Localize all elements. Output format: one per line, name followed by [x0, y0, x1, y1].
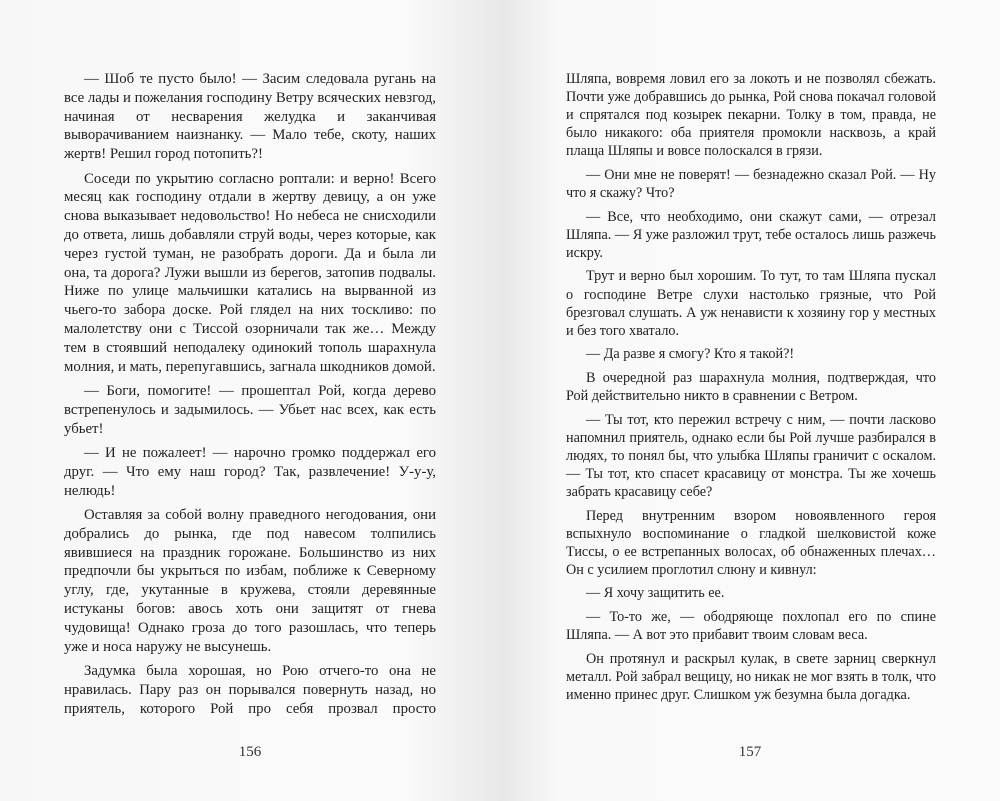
paragraph: Оставляя за собой волну праведного негодования, они добрались до рынка, где под навесом толпились явившиеся на праздник горожане. Большинство из них предпочли бы укрыться по избам, поближе к Северному углу, где, укутанные в кружева, стояли деревянные истуканы богов: авось хоть они защитят от гнева чудовища! Однако гроза до того разошлась, что теперь уже и носа наружу не высунешь.: [64, 506, 436, 655]
paragraph: — Боги, помогите! — прошептал Рой, когда дерево встрепенулось и задымилось. — Убьет нас всех, как есть убьет!: [64, 383, 436, 437]
paragraph: — Они мне не поверят! — безнадежно сказал Рой. — Ну что я скажу? Что?: [566, 166, 936, 202]
page-number: 156: [238, 744, 262, 760]
paragraph: В очередной раз шарахнула молния, подтверждая, что Рой действительно никто в сравнении с Ветром.: [566, 369, 936, 404]
left-page-text: [64, 70, 436, 724]
paragraph: Трут и верно был хорошим. То тут, то там Шляпа пускал о господине Ветре слухи настолько грязные, что Рой брезговал слушать. А уж ненависти к хозяину гор у местных и без того хватало.: [566, 268, 936, 339]
paragraph: Перед внутренним взором новоявленного героя вспыхнуло воспоминание о гладкой шелковистой коже Тиссы, о ее встрепанных волосах, об обнаженных плечах… Он с усилием проглотил слюну и кивнул:: [566, 507, 936, 578]
paragraph: — Шоб те пусто было! — Засим следовала ругань на все лады и пожелания господину Ветру всяческих невзгод, начиная от несварения желудка и заканчивая выворачиванием наизнанку. — Мало тебе, скоту, наших жертв! Решил город потопить?!: [64, 71, 436, 163]
paragraph-continuation: Шляпа, вовремя ловил его за локоть и не позволял сбежать. Почти уже добравшись до рынка, Рой снова покачал головой и спрятался под козырек пекарни. Толку в том, правда, не было никакого: оба приятеля промокли насквозь, а край плаща Шляпы и вовсе полоскался в грязи.: [566, 71, 936, 160]
paragraph: Он протянул и раскрыл кулак, в свете зарниц сверкнул металл. Рой забрал вещицу, но никак не мог взять в толк, что именно принес друг. Слишком уж безумна была догадка.: [566, 650, 936, 703]
paragraph: — То-то же, — ободряюще похлопал его по спине Шляпа. — А вот это прибавит твоим словам веса.: [566, 609, 936, 644]
page-number: 157: [738, 744, 762, 760]
paragraph: — Да разве я смогу? Кто я такой?!: [586, 346, 795, 363]
paragraph: — И не пожалеет! — нарочно громко поддержал его друг. — Что ему наш город? Так, развлечение! У-у-у, нелюдь!: [64, 444, 436, 499]
paragraph: Соседи по укрытию согласно роптали: и верно! Всего месяц как господину отдали в жертву девицу, а он уже снова выказывает недовольство! Но небеса не снисходили до ответа, лишь добавляли струй воды, через которые, как через густой туман, не разобрать дороги. Да и была ли она, та дорога? Лужи вышли из берегов, затопив подвалы. Ниже по улице мальчишки катались на вырванной из чьего-то забора доске. Рой глядел на них тоскливо: по малолетству они с Тиссой озорничали так же… Между тем в стоявший неподалеку одинокий тополь шарахнула молния, и мать, перепугавшись, загнала шкодников домой.: [64, 170, 436, 375]
paragraph: — Ты тот, кто пережил встречу с ним, — почти ласково напомнил приятель, однако если бы Рой лучше разбирался в людях, то понял бы, что улыбка Шляпы граничит с оскалом. — Ты тот, кто спасет красавицу от монстра. Ты же хочешь забрать красавицу себе?: [566, 411, 936, 500]
right-page: [500, 0, 1000, 801]
right-page-text: [566, 70, 936, 710]
paragraph: — Все, что необходимо, они скажут сами, — отрезал Шляпа. — Я уже разложил трут, тебе осталось лишь разжечь искру.: [566, 208, 936, 261]
paragraph: — Я хочу защитить ее.: [586, 585, 725, 602]
paragraph: Задумка была хорошая, но Рою отчего-то она не нравилась. Пару раз он порывался повернуть назад, но приятель, которого Рой про себя прозвал просто: [64, 662, 436, 717]
